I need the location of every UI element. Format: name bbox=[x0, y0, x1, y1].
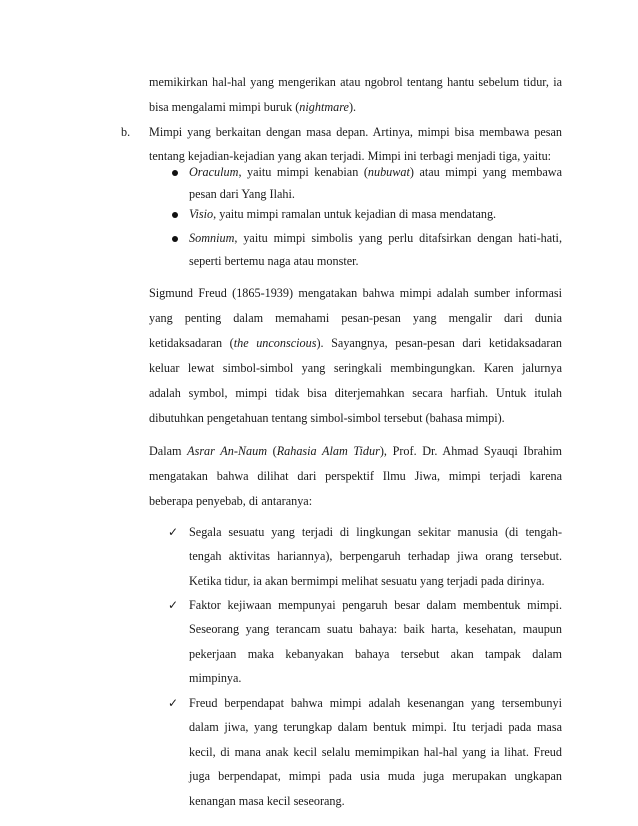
bullet-icon bbox=[172, 236, 178, 242]
type-oraculum-cont: pesan dari Yang Ilahi. bbox=[189, 187, 295, 201]
cause-line: kenangan masa kecil seseorang. bbox=[189, 794, 345, 808]
cause-line: kecil, di mana anak kecil selalu memimpikan hal-hal yang ia lihat. Freud bbox=[189, 745, 562, 759]
item-b-line: tentang kejadian-kejadian yang akan terjadi. Mimpi ini terbagi menjadi tiga, yaitu: bbox=[149, 149, 552, 163]
emphasis: nightmare bbox=[299, 100, 349, 114]
intro-line: memikirkan hal-hal yang mengerikan atau ngobrol tentang hantu sebelum tidur, ia bbox=[149, 75, 562, 89]
cause-line: Segala sesuatu yang terjadi di lingkungan sekitar manusia (di tengah- bbox=[189, 525, 562, 539]
freud-para-line: adalah symbol, mimpi tidak bisa diterjemahkan secara harfiah. Untuk itulah bbox=[149, 386, 562, 400]
cause-line: Freud berpendapat bahwa mimpi adalah kesenangan yang tersembunyi bbox=[189, 696, 562, 710]
intro-line: bisa mengalami mimpi buruk (nightmare). bbox=[149, 100, 357, 114]
freud-para-line: keluar lewat simbol-simbol yang seringkali membingungkan. Karen jalurnya bbox=[149, 361, 562, 375]
type-somnium: Somnium, yaitu mimpi simbolis yang perlu ditafsirkan dengan hati-hati, bbox=[189, 231, 562, 245]
cause-line: dalam jiwa, yang terungkap dalam bentuk mimpi. Itu terjadi pada masa bbox=[189, 720, 562, 734]
list-marker-b: b. bbox=[121, 125, 131, 139]
cause-line: Ketika tidur, ia akan bermimpi melihat sesuatu yang terjadi pada dirinya. bbox=[189, 574, 545, 588]
freud-para-line: ketidaksadaran (the unconscious). Sayangnya, pesan-pesan dari ketidaksadaran bbox=[149, 336, 562, 350]
cause-line: mimpinya. bbox=[189, 671, 242, 685]
freud-para-line: dibutuhkan pengetahuan tentang simbol-simbol tersebut (bahasa mimpi). bbox=[149, 411, 505, 425]
item-b-line: Mimpi yang berkaitan dengan masa depan. Artinya, mimpi bisa membawa pesan bbox=[149, 125, 562, 139]
freud-para-line: yang penting dalam memahami pesan-pesan yang mengalir dari dunia bbox=[149, 311, 562, 325]
asrar-para-line: beberapa penyebab, di antaranya: bbox=[149, 494, 313, 508]
checkmark-icon: ✓ bbox=[168, 696, 179, 710]
asrar-para-line: mengatakan bahwa dilihat dari perspektif Ilmu Jiwa, mimpi terjadi karena bbox=[149, 469, 562, 483]
cause-line: Seseorang yang terancam suatu bahaya: baik harta, kesehatan, maupun bbox=[189, 622, 562, 636]
type-somnium-cont: seperti bertemu naga atau monster. bbox=[189, 254, 359, 268]
cause-line: Faktor kejiwaan mempunyai pengaruh besar dalam membentuk mimpi. bbox=[189, 598, 562, 612]
type-visio: Visio, yaitu mimpi ramalan untuk kejadian di masa mendatang. bbox=[189, 207, 497, 221]
asrar-para-line: Dalam Asrar An-Naum (Rahasia Alam Tidur), Prof. Dr. Ahmad Syauqi Ibrahim bbox=[149, 444, 562, 458]
cause-line: juga berpendapat, mimpi pada usia muda juga merupakan ungkapan bbox=[189, 769, 562, 783]
freud-para-line: Sigmund Freud (1865-1939) mengatakan bahwa mimpi adalah sumber informasi bbox=[149, 286, 562, 300]
cause-line: pekerjaan maka kebanyakan bahaya tersebut akan tampak dalam bbox=[189, 647, 562, 661]
checkmark-icon: ✓ bbox=[168, 598, 179, 612]
bullet-icon bbox=[172, 212, 178, 218]
type-oraculum: Oraculum, yaitu mimpi kenabian (nubuwat) atau mimpi yang membawa bbox=[189, 165, 562, 179]
bullet-icon bbox=[172, 170, 178, 176]
checkmark-icon: ✓ bbox=[168, 525, 179, 539]
cause-line: tengah aktivitas hariannya), berpengaruh terhadap jiwa orang tersebut. bbox=[189, 549, 562, 563]
